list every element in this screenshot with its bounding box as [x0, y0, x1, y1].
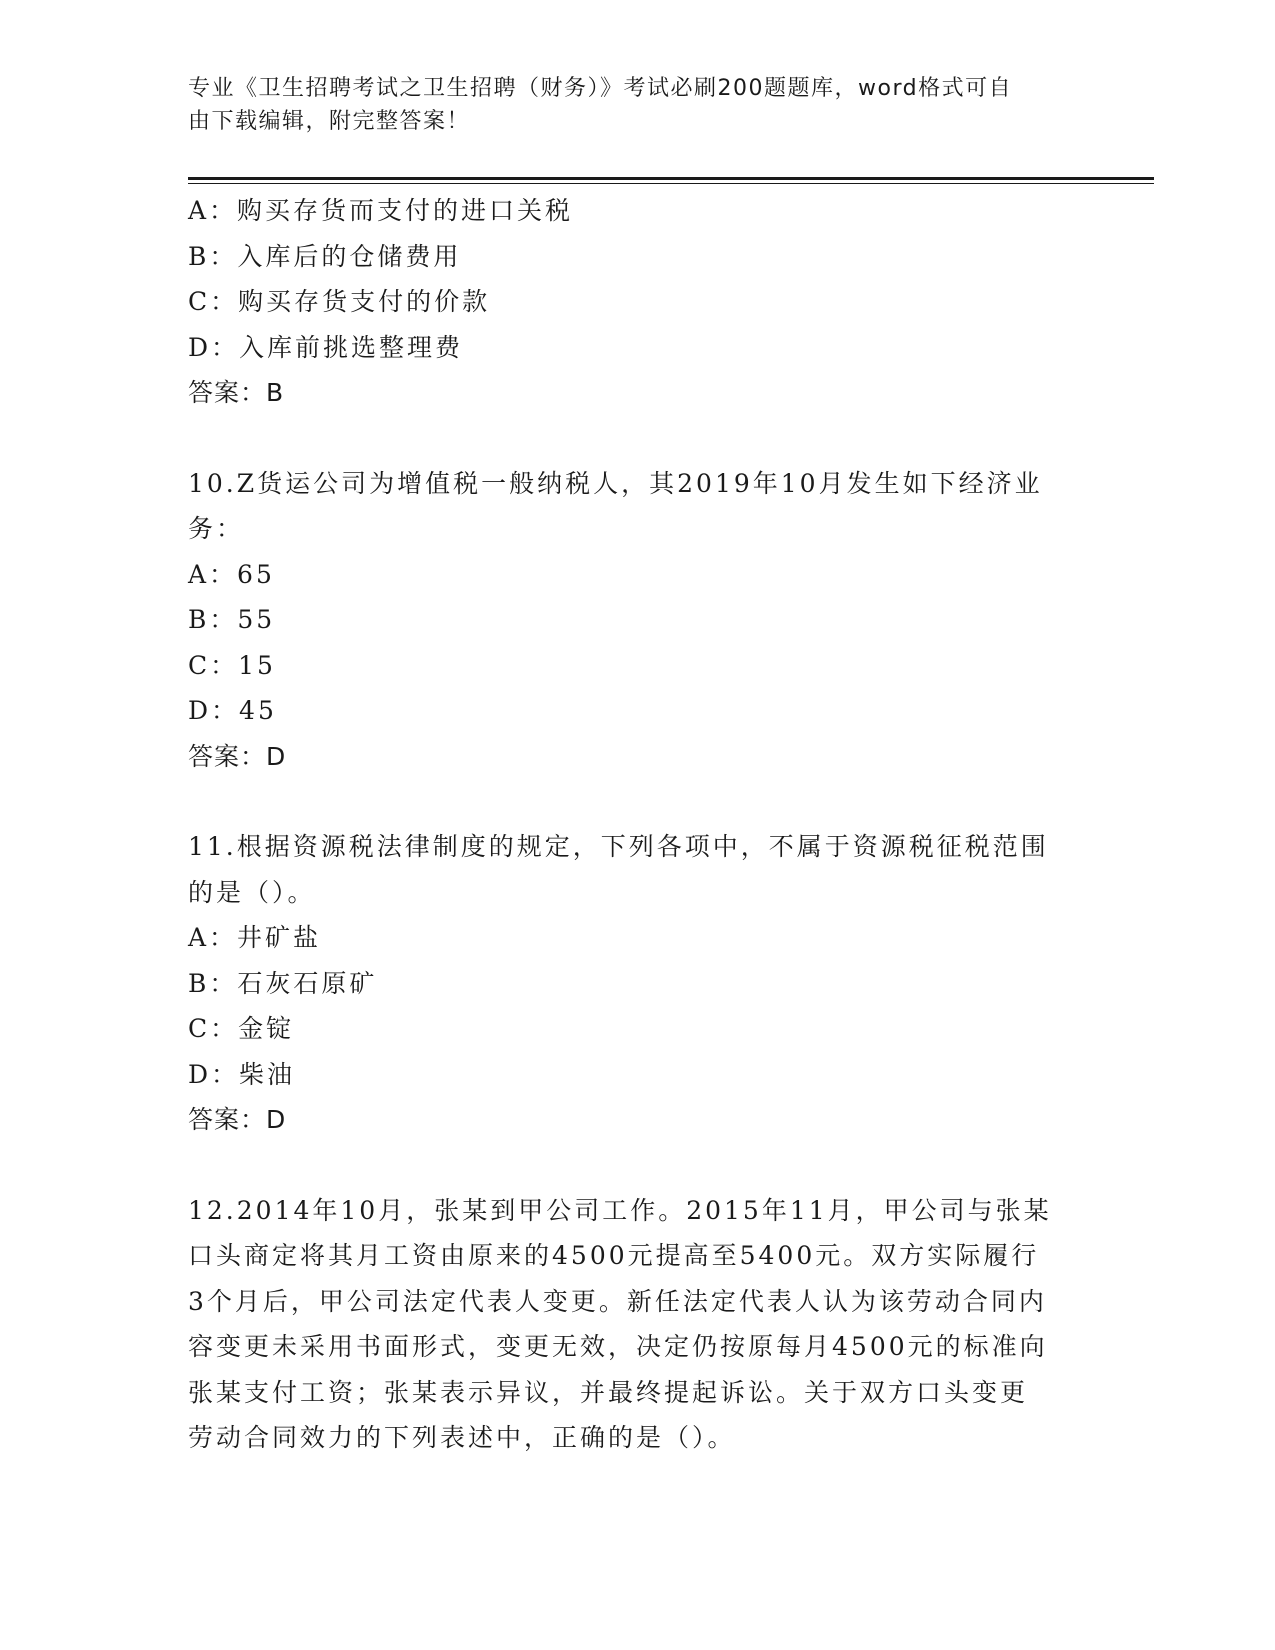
option-c: C：购买存货支付的价款 — [188, 287, 491, 316]
question-stem-line: 10.Z货运公司为增值税一般纳税人，其2019年10月发生如下经济业 — [188, 468, 1043, 498]
question-12-block — [188, 1188, 1088, 1461]
question-content — [188, 188, 1088, 1461]
option-d: D：45 — [188, 696, 277, 725]
question-stem-line: 务： — [188, 514, 245, 543]
question-stem-line: 12.2014年10月，张某到甲公司工作。2015年11月，甲公司与张某 — [188, 1195, 1052, 1225]
option-d: D：入库前挑选整理费 — [188, 332, 464, 362]
spacer — [188, 779, 1088, 824]
header-line-2: 由下载编辑，附完整答案！ — [188, 109, 471, 134]
question-9-block — [188, 188, 1088, 416]
option-d: D：柴油 — [188, 1059, 296, 1089]
option-a: A：65 — [188, 559, 275, 589]
option-c: C：15 — [188, 650, 276, 680]
option-b: B：入库后的仓储费用 — [188, 241, 462, 271]
question-stem-line: 容变更未采用书面形式，变更无效，决定仍按原每月4500元的标准向 — [188, 1332, 1048, 1361]
question-stem-line: 张某支付工资；张某表示异议，并最终提起诉讼。关于双方口头变更 — [188, 1377, 1029, 1407]
answer-line: 答案：B — [188, 378, 285, 407]
header-rule-thick — [188, 177, 1154, 180]
question-stem-line: 3个月后，甲公司法定代表人变更。新任法定代表人认为该劳动合同内 — [188, 1286, 1047, 1316]
question-stem-line: 口头商定将其月工资由原来的4500元提高至5400元。双方实际履行 — [188, 1241, 1040, 1270]
spacer — [188, 1143, 1088, 1188]
answer-line: 答案：D — [188, 741, 287, 771]
question-stem-line: 的是（）。 — [188, 877, 316, 907]
option-a: A：购买存货而支付的进口关税 — [188, 196, 574, 225]
header-line-1: 专业《卫生招聘考试之卫生招聘（财务）》考试必刷200题题库，word格式可自 — [188, 76, 1013, 101]
option-a: A：井矿盐 — [188, 923, 322, 952]
question-10-block — [188, 461, 1088, 780]
spacer — [188, 416, 1088, 461]
document-header — [188, 72, 1068, 138]
option-b: B：55 — [188, 605, 276, 634]
option-c: C：金锭 — [188, 1014, 295, 1043]
header-rule-thin — [188, 183, 1154, 184]
question-stem-line: 劳动合同效力的下列表述中，正确的是（）。 — [188, 1423, 736, 1452]
answer-line: 答案：D — [188, 1105, 287, 1134]
option-b: B：石灰石原矿 — [188, 968, 378, 998]
question-11-block — [188, 824, 1088, 1143]
question-stem-line: 11.根据资源税法律制度的规定，下列各项中，不属于资源税征税范围 — [188, 832, 1049, 861]
